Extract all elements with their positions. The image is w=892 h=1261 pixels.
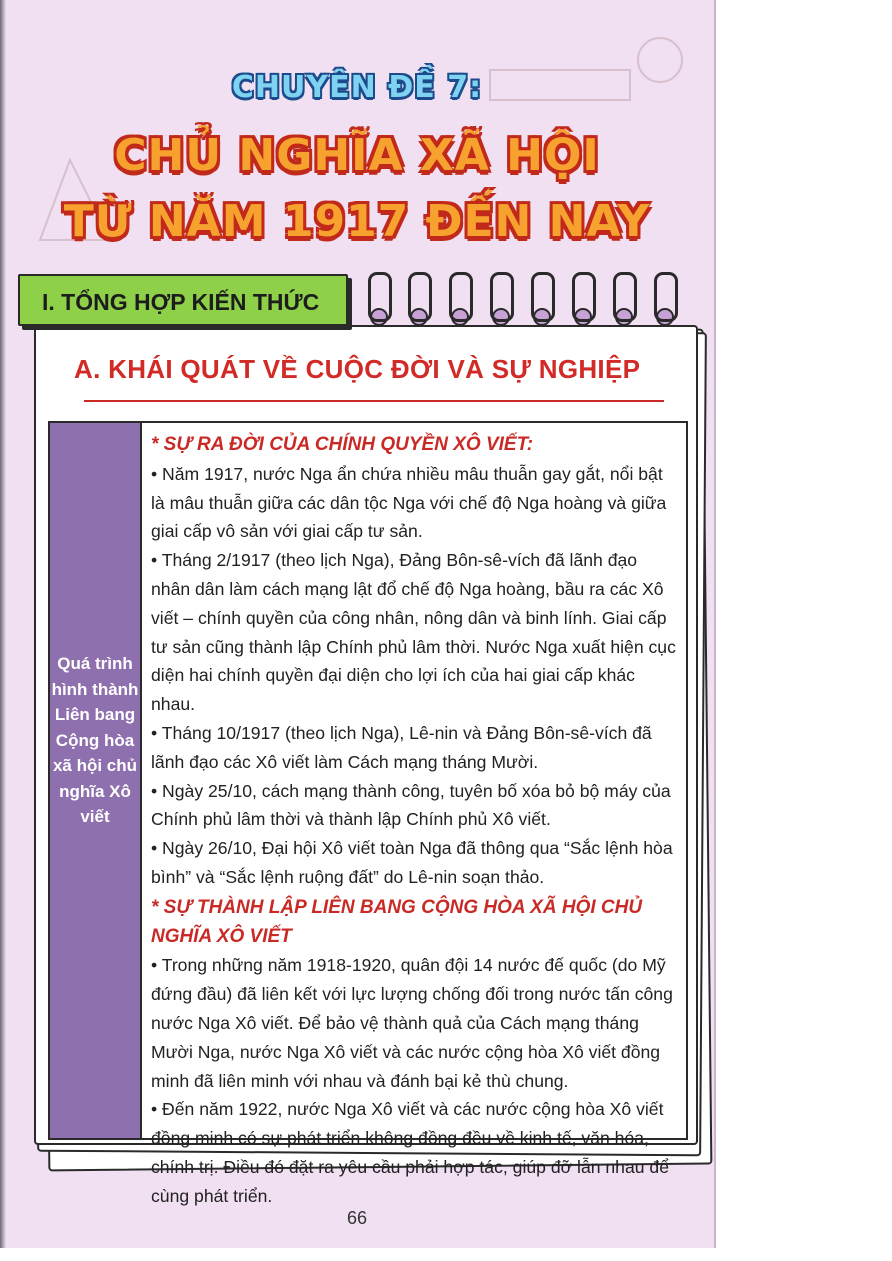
topic-label: CHUYÊN ĐỀ 7: (231, 70, 483, 105)
paragraph: • Tháng 2/1917 (theo lịch Nga), Đảng Bôn-sê-vích đã lãnh đạo nhân dân làm cách mạng lật đổ chế độ Nga hoàng, bầu ra các Xô viết – chính quyền của công nhân, nông dân và binh lính. Giai cấp tư sản cũng thành lập Chính phủ lâm thời. Nước Nga xuất hiện cục diện hai chính quyền đại diện cho lợi ích của hai giai cấp khác nhau. (151, 550, 676, 715)
spiral-ring-icon (368, 272, 392, 322)
page-number: 66 (346, 1208, 368, 1228)
subheading-divider (84, 400, 664, 402)
content-table (48, 421, 688, 1206)
paragraph: • Ngày 26/10, Đại hội Xô viết toàn Nga đã thông qua “Sắc lệnh hòa bình” và “Sắc lệnh ruộng đất” do Lê-nin soạn thảo. (151, 838, 673, 887)
paragraph: • Tháng 10/1917 (theo lịch Nga), Lê-nin và Đảng Bôn-sê-vích đã lãnh đạo các Xô viết làm Cách mạng tháng Mười. (151, 722, 652, 772)
paragraph: • Năm 1917, nước Nga ẩn chứa nhiều mâu thuẫn gay gắt, nổi bật là mâu thuẫn giữa các dân tộc Nga với chế độ Nga hoàng và giữa giai cấp vô sản với giai cấp tư sản. (151, 463, 667, 542)
section-subheading: A. KHÁI QUÁT VỀ CUỘC ĐỜI VÀ SỰ NGHIỆP (74, 354, 641, 384)
block-heading: * SỰ RA ĐỜI CỦA CHÍNH QUYỀN XÔ VIẾT: (151, 434, 534, 455)
spiral-ring-icon (449, 272, 473, 322)
spiral-ring-icon (531, 272, 555, 322)
side-column-label: Quá trình hình thành Liên bang Cộng hòa xã hội chủ nghĩa Xô viết (51, 654, 139, 826)
spiral-ring-icon (613, 272, 637, 322)
spiral-ring-icon (654, 272, 678, 322)
section-tag: I. TỔNG HỢP KIẾN THỨC (18, 274, 348, 326)
page-title-line-1: CHỦ NGHĨA XÃ HỘI (114, 130, 600, 181)
side-column (50, 423, 142, 1138)
page-title-line-2: TỪ NĂM 1917 ĐẾN NAY (63, 196, 651, 247)
paragraph: • Trong những năm 1918-1920, quân đội 14 nước đế quốc (do Mỹ đứng đầu) đã liên kết với lực lượng chống đối trong nước tấn công nước Nga Xô viết. Để bảo vệ thành quả của Cách mạng tháng Mười Nga, nước Nga Xô viết và các nước cộng hòa Xô viết đồng minh đã liên minh với nhau và đánh bại kẻ thù chung. (151, 955, 673, 1091)
spiral-ring-icon (490, 272, 514, 322)
paragraph: • Ngày 25/10, cách mạng thành công, tuyên bố xóa bỏ bộ máy của Chính phủ lâm thời và thành lập Chính phủ Xô viết. (151, 780, 671, 830)
text-column (151, 429, 681, 1211)
spiral-ring-icon (572, 272, 596, 322)
paragraph: • Đến năm 1922, nước Nga Xô viết và các nước cộng hòa Xô viết đồng minh có sự phát triển không đồng đều về kinh tế, văn hóa, chính trị. Điều đó đặt ra yêu cầu phải hợp tác, giúp đỡ lẫn nhau để cùng phát triển. (151, 1099, 669, 1206)
spiral-ring-icon (408, 272, 432, 322)
block-heading: * SỰ THÀNH LẬP LIÊN BANG CỘNG HÒA XÃ HỘI CHỦ NGHĨA XÔ VIẾT (151, 896, 643, 947)
